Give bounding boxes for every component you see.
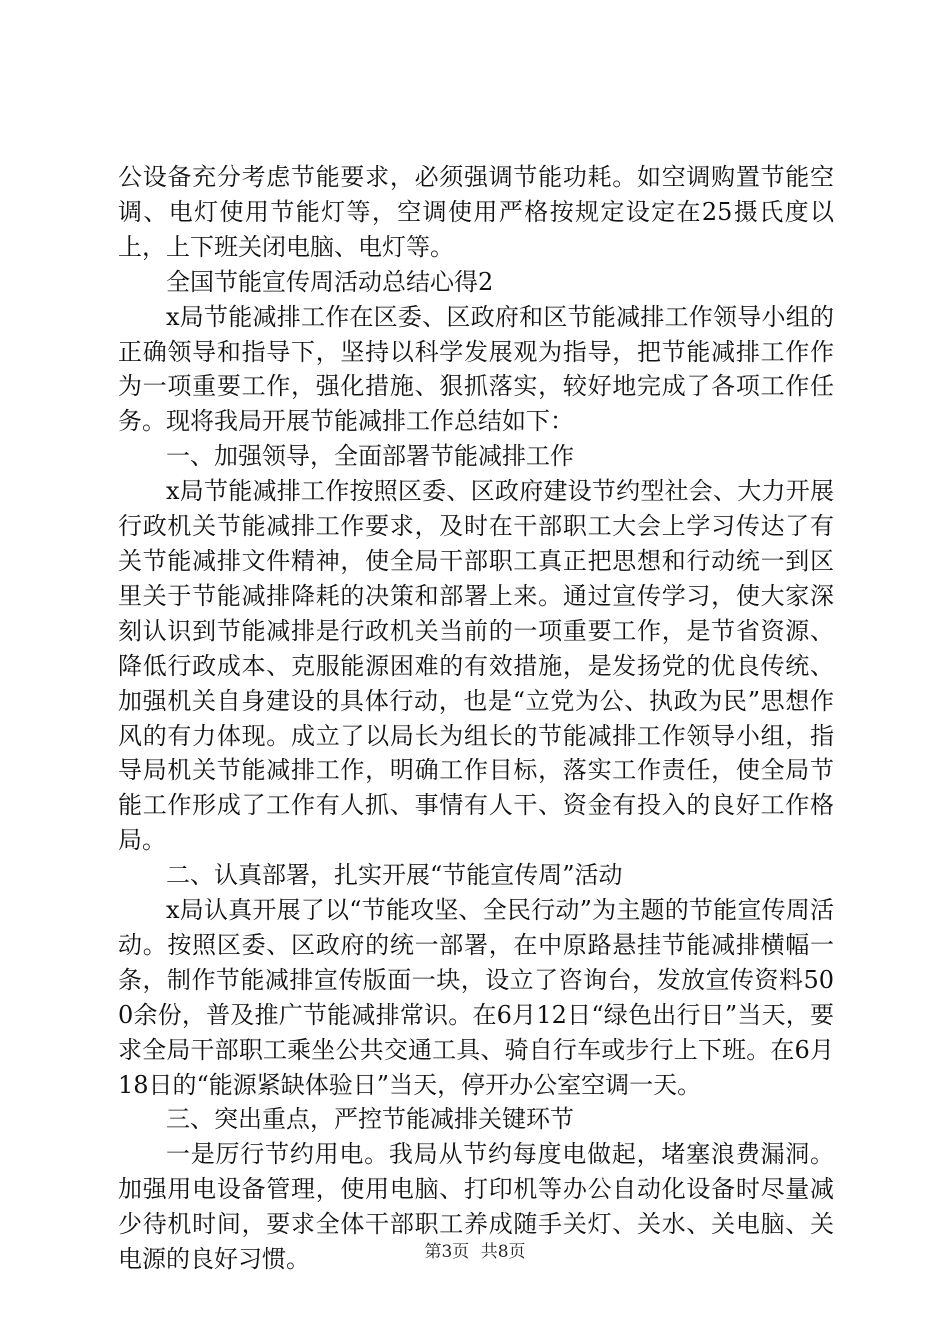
page-total: 共8页: [480, 1242, 526, 1262]
section-heading-2: 二、认真部署，扎实开展“节能宣传周”活动: [166, 861, 623, 890]
page-number: 第3页: [424, 1242, 470, 1262]
paragraph-section-1: x局节能减排工作按照区委、区政府建设节约型社会、大力开展行政机关节能减排工作要求，及时在干部职工大会上学习传达了有关节能减排文件精神，使全局干部职工真正把思想和行动统一到区里关于节能减排降耗的决策和部署上来。通过宣传学习，使大家深刻认识到节能减排是行政机关当前的一项重要工作，是节省资源、降低行政成本、克服能源困难的有效措施，是发扬党的优良传统、加强机关自身建设的具体行动，也是“立党为公、执政为民”思想作风的有力体现。成立了以局长为组长的节能减排工作领导小组，指导局机关节能减排工作，明确工作目标，落实工作责任，使全局节能工作形成了工作有人抓、事情有人干、资金有投入的良好工作格局。: [118, 477, 834, 855]
paragraph-section-3: 一是厉行节约用电。我局从节约每度电做起，堵塞浪费漏洞。加强用电设备管理，使用电脑、打印机等办公自动化设备时尽量减少待机时间，要求全体干部职工养成随手关灯、关水、关电脑、关电源的良好习惯。: [118, 1140, 834, 1274]
document-body: [118, 160, 834, 1277]
page-footer: [0, 1242, 950, 1262]
paragraph-1: 公设备充分考虑节能要求，必须强调节能功耗。如空调购置节能空调、电灯使用节能灯等，空调使用严格按规定设定在25摄氏度以上，上下班关闭电脑、电灯等。: [118, 163, 834, 261]
paragraph-section-2: x局认真开展了以“节能攻坚、全民行动”为主题的节能宣传周活动。按照区委、区政府的统一部署，在中原路悬挂节能减排横幅一条，制作节能减排宣传版面一块，设立了咨询台，发放宣传资料500余份，普及推广节能减排常识。在6月12日“绿色出行日”当天，要求全局干部职工乘坐公共交通工具、骑自行车或步行上下班。在6月18日的“能源紧缺体验日”当天，停开办公室空调一天。: [118, 896, 834, 1099]
section-heading-3: 三、突出重点，严控节能减排关键环节: [166, 1105, 574, 1134]
section-heading-summary-2: 全国节能宣传周活动总结心得2: [166, 267, 494, 296]
section-heading-1: 一、加强领导，全面部署节能减排工作: [166, 442, 574, 471]
paragraph-intro: x局节能减排工作在区委、区政府和区节能减排工作领导小组的正确领导和指导下，坚持以科学发展观为指导，把节能减排工作作为一项重要工作，强化措施、狠抓落实，较好地完成了各项工作任务。现将我局开展节能减排工作总结如下：: [118, 302, 834, 436]
